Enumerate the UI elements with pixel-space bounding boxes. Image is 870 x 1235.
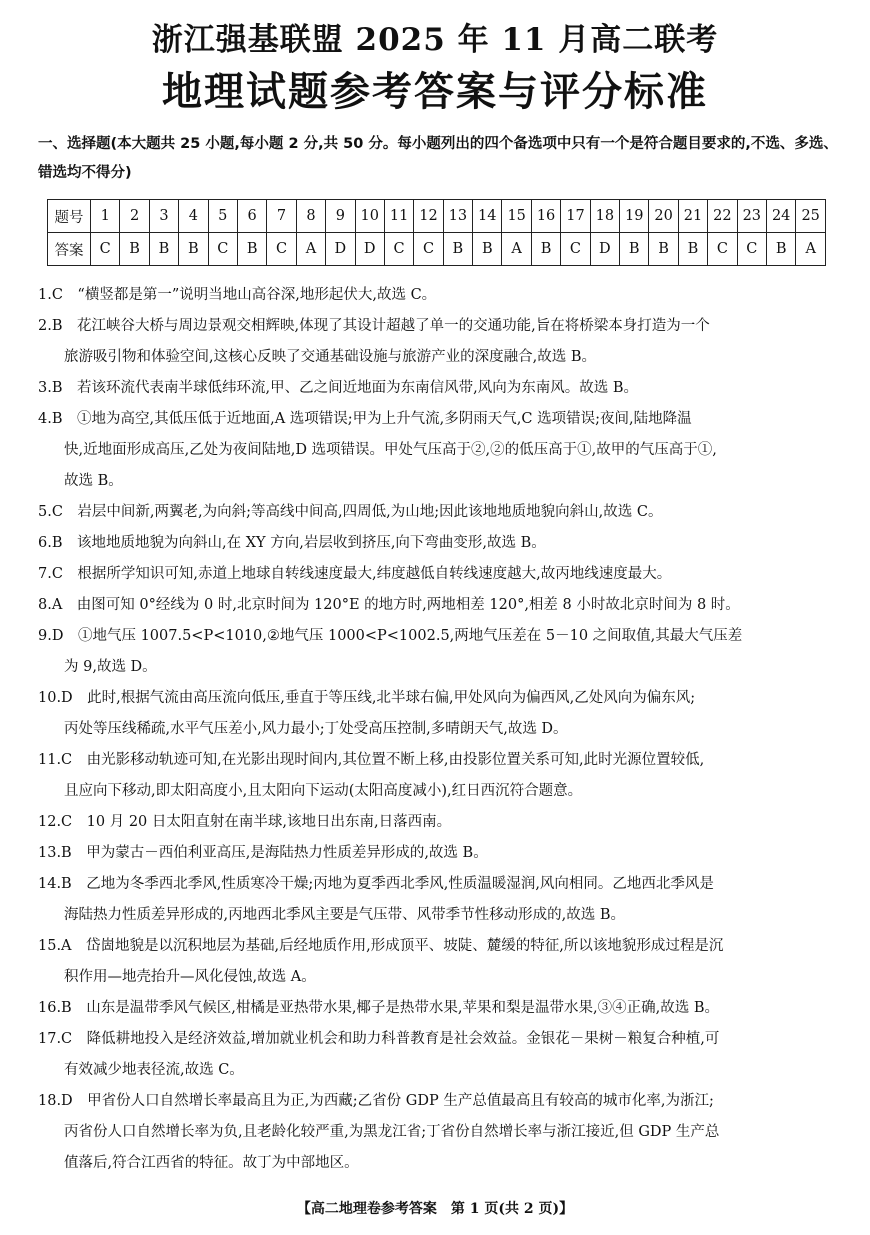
explanation-continuation-line: 有效减少地表径流,故选 C。 bbox=[64, 1062, 244, 1078]
answer-cell: B bbox=[531, 233, 560, 266]
explanation-first-line: 13.B 甲为蒙古－西伯利亚高压,是海陆热力性质差异形成的,故选 B。 bbox=[38, 845, 488, 861]
explanation-item bbox=[38, 745, 838, 807]
explanation-continuation-line: 积作用—地壳抬升—风化侵蚀,故选 A。 bbox=[64, 969, 316, 985]
answer-cell: C bbox=[708, 233, 737, 266]
explanation-first-line: 8.A 由图可知 0°经线为 0 时,北京时间为 120°E 的地方时,两地相差 120°,相差 8 小时故北京时间为 8 时。 bbox=[38, 597, 740, 613]
answer-table bbox=[47, 199, 826, 266]
question-number-cell: 25 bbox=[796, 200, 826, 233]
explanation-first-line: 11.C 由光影移动轨迹可知,在光影出现时间内,其位置不断上移,由投影位置关系可知,此时光源位置较低, bbox=[38, 752, 705, 768]
explanation-list bbox=[38, 280, 838, 1179]
explanation-first-line: 3.B 若该环流代表南半球低纬环流,甲、乙之间近地面为东南信风带,风向为东南风。故选 B。 bbox=[38, 380, 638, 396]
question-number-cell: 8 bbox=[296, 200, 325, 233]
explanation-first-line: 12.C 10 月 20 日太阳直射在南半球,该地日出东南,日落西南。 bbox=[38, 814, 452, 830]
answer-cell: B bbox=[237, 233, 266, 266]
answer-cell: B bbox=[149, 233, 178, 266]
answer-cell: B bbox=[179, 233, 208, 266]
explanation-continuation-line: 快,近地面形成高压,乙处为夜间陆地,D 选项错误。甲处气压高于②,②的低压高于①,故甲的气压高于①, bbox=[64, 442, 717, 458]
answer-cell: A bbox=[796, 233, 826, 266]
answer-cell: A bbox=[502, 233, 531, 266]
answer-cell: D bbox=[590, 233, 619, 266]
section-heading: 一、选择题(本大题共 25 小题,每小题 2 分,共 50 分。每小题列出的四个备选项中只有一个是符合题目要求的,不选、多选、错选均不得分) bbox=[38, 136, 838, 181]
question-number-cell: 7 bbox=[267, 200, 296, 233]
answer-cell: B bbox=[678, 233, 707, 266]
answer-cell: C bbox=[208, 233, 237, 266]
question-number-cell: 3 bbox=[149, 200, 178, 233]
question-number-cell: 22 bbox=[708, 200, 737, 233]
answer-cell: C bbox=[267, 233, 296, 266]
explanation-first-line: 5.C 岩层中间新,两翼老,为向斜;等高线中间高,四周低,为山地;因此该地地质地貌向斜山,故选 C。 bbox=[38, 504, 663, 520]
question-number-cell: 15 bbox=[502, 200, 531, 233]
answer-cell: B bbox=[620, 233, 649, 266]
question-number-row bbox=[48, 200, 826, 233]
explanation-item bbox=[38, 838, 838, 869]
question-number-cell: 14 bbox=[473, 200, 502, 233]
explanation-continuation-line: 海陆热力性质差异形成的,丙地西北季风主要是气压带、风带季节性移动形成的,故选 B。 bbox=[64, 907, 625, 923]
explanation-first-line: 7.C 根据所学知识可知,赤道上地球自转线速度最大,纬度越低自转线速度越大,故丙地线速度最大。 bbox=[38, 566, 672, 582]
explanation-item bbox=[38, 931, 838, 993]
question-number-cell: 5 bbox=[208, 200, 237, 233]
explanation-first-line: 17.C 降低耕地投入是经济效益,增加就业机会和助力科普教育是社会效益。金银花－果树－粮复合种植,可 bbox=[38, 1031, 720, 1047]
answer-cell: C bbox=[384, 233, 413, 266]
answer-cell: C bbox=[91, 233, 120, 266]
explanation-continuation-line: 丙处等压线稀疏,水平气压差小,风力最小;丁处受高压控制,多晴朗天气,故选 D。 bbox=[64, 721, 568, 737]
question-number-cell: 6 bbox=[237, 200, 266, 233]
question-number-cell: 4 bbox=[179, 200, 208, 233]
question-number-cell: 2 bbox=[120, 200, 149, 233]
question-number-cell: 23 bbox=[737, 200, 766, 233]
explanation-item bbox=[38, 311, 838, 373]
question-number-cell: 20 bbox=[649, 200, 678, 233]
page-title: 地理试题参考答案与评分标准 bbox=[162, 68, 708, 115]
question-number-cell: 1 bbox=[91, 200, 120, 233]
explanation-item bbox=[38, 373, 838, 404]
explanation-item bbox=[38, 497, 838, 528]
question-number-cell: 13 bbox=[443, 200, 472, 233]
explanation-continuation-line: 丙省份人口自然增长率为负,且老龄化较严重,为黑龙江省;丁省份自然增长率与浙江接近,但 GDP 生产总 bbox=[64, 1124, 720, 1140]
page-footer: 【高二地理卷参考答案 第 1 页(共 2 页)】 bbox=[296, 1201, 574, 1217]
explanation-first-line: 14.B 乙地为冬季西北季风,性质寒冷干燥;丙地为夏季西北季风,性质温暖湿润,风向相同。乙地西北季风是 bbox=[38, 876, 714, 892]
explanation-item bbox=[38, 280, 838, 311]
explanation-continuation-line: 为 9,故选 D。 bbox=[64, 659, 157, 675]
explanation-first-line: 4.B ①地为高空,其低压低于近地面,A 选项错误;甲为上升气流,多阴雨天气,C 选项错误;夜间,陆地降温 bbox=[38, 411, 692, 427]
question-number-cell: 12 bbox=[414, 200, 443, 233]
question-number-cell: 11 bbox=[384, 200, 413, 233]
explanation-first-line: 2.B 花江峡谷大桥与周边景观交相辉映,体现了其设计超越了单一的交通功能,旨在将桥梁本身打造为一个 bbox=[38, 318, 710, 334]
explanation-continuation-line: 值落后,符合江西省的特征。故丁为中部地区。 bbox=[64, 1155, 359, 1171]
answer-cell: B bbox=[443, 233, 472, 266]
question-number-cell: 18 bbox=[590, 200, 619, 233]
question-number-cell: 17 bbox=[561, 200, 590, 233]
answer-cell: A bbox=[296, 233, 325, 266]
answer-cell: B bbox=[473, 233, 502, 266]
question-number-cell: 21 bbox=[678, 200, 707, 233]
answer-row bbox=[48, 233, 826, 266]
answer-cell: D bbox=[355, 233, 384, 266]
answer-cell: C bbox=[561, 233, 590, 266]
question-number-cell: 10 bbox=[355, 200, 384, 233]
explanation-item bbox=[38, 404, 838, 497]
explanation-first-line: 9.D ①地气压 1007.5<P<1010,②地气压 1000<P<1002.5,两地气压差在 5－10 之间取值,其最大气压差 bbox=[38, 628, 743, 644]
answer-cell: B bbox=[766, 233, 795, 266]
exam-title: 浙江强基联盟 2025 年 11 月高二联考 bbox=[151, 22, 719, 58]
explanation-item bbox=[38, 683, 838, 745]
explanation-first-line: 15.A 岱崮地貌是以沉积地层为基础,后经地质作用,形成顶平、坡陡、麓缓的特征,所以该地貌形成过程是沉 bbox=[38, 938, 724, 954]
explanation-item bbox=[38, 621, 838, 683]
explanation-continuation-line: 故选 B。 bbox=[64, 473, 123, 489]
explanation-item bbox=[38, 807, 838, 838]
answer-cell: C bbox=[414, 233, 443, 266]
explanation-item bbox=[38, 993, 838, 1024]
explanation-item bbox=[38, 1086, 838, 1179]
answer-cell: C bbox=[737, 233, 766, 266]
explanation-item bbox=[38, 590, 838, 621]
explanation-first-line: 1.C “横竖都是第一”说明当地山高谷深,地形起伏大,故选 C。 bbox=[38, 287, 437, 303]
explanation-first-line: 18.D 甲省份人口自然增长率最高且为正,为西藏;乙省份 GDP 生产总值最高且有较高的城市化率,为浙江; bbox=[38, 1093, 714, 1109]
explanation-item bbox=[38, 528, 838, 559]
explanation-item bbox=[38, 869, 838, 931]
answer-cell: B bbox=[120, 233, 149, 266]
explanation-first-line: 16.B 山东是温带季风气候区,柑橘是亚热带水果,椰子是热带水果,苹果和梨是温带水果,③④正确,故选 B。 bbox=[38, 1000, 720, 1016]
explanation-item bbox=[38, 559, 838, 590]
row-label-answer: 答案 bbox=[48, 233, 91, 266]
question-number-cell: 9 bbox=[326, 200, 355, 233]
explanation-first-line: 10.D 此时,根据气流由高压流向低压,垂直于等压线,北半球右偏,甲处风向为偏西风,乙处风向为偏东风; bbox=[38, 690, 696, 706]
explanation-first-line: 6.B 该地地质地貌为向斜山,在 XY 方向,岩层收到挤压,向下弯曲变形,故选 B。 bbox=[38, 535, 546, 551]
question-number-cell: 24 bbox=[766, 200, 795, 233]
question-number-cell: 19 bbox=[620, 200, 649, 233]
answer-cell: D bbox=[326, 233, 355, 266]
question-number-cell: 16 bbox=[531, 200, 560, 233]
explanation-continuation-line: 旅游吸引物和体验空间,这核心反映了交通基础设施与旅游产业的深度融合,故选 B。 bbox=[64, 349, 596, 365]
explanation-continuation-line: 且应向下移动,即太阳高度小,且太阳向下运动(太阳高度减小),红日西沉符合题意。 bbox=[64, 783, 583, 799]
answer-cell: B bbox=[649, 233, 678, 266]
explanation-item bbox=[38, 1024, 838, 1086]
row-label-number: 题号 bbox=[48, 200, 91, 233]
